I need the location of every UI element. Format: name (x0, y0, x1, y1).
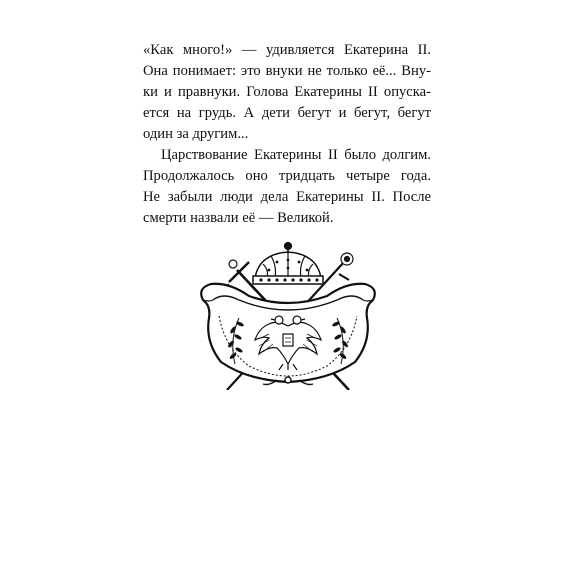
paragraph-2 (143, 145, 431, 229)
text-line: ки и правнуки. Голова Екатерины II опуска- (143, 84, 431, 100)
imperial-crest-icon (189, 240, 387, 390)
text-body (143, 40, 431, 229)
text-line: Царствование Екатерины II было долгим. (161, 147, 431, 163)
text-line: Она понимает: это внуки не только её... Вну- (143, 63, 431, 79)
paragraph-1 (143, 40, 431, 145)
text-line: Продолжалось оно тридцать четыре года. (143, 168, 431, 184)
text-line: Не забыли люди дела Екатерины II. После (143, 189, 431, 205)
text-line: один за другим... (143, 126, 249, 142)
text-line: смерти назвали её — Великой. (143, 210, 334, 226)
text-line: «Как много!» — удивляется Екатерина II. (143, 42, 431, 58)
text-line: ется на грудь. А дети бегут и бегут, бегут (143, 105, 431, 121)
